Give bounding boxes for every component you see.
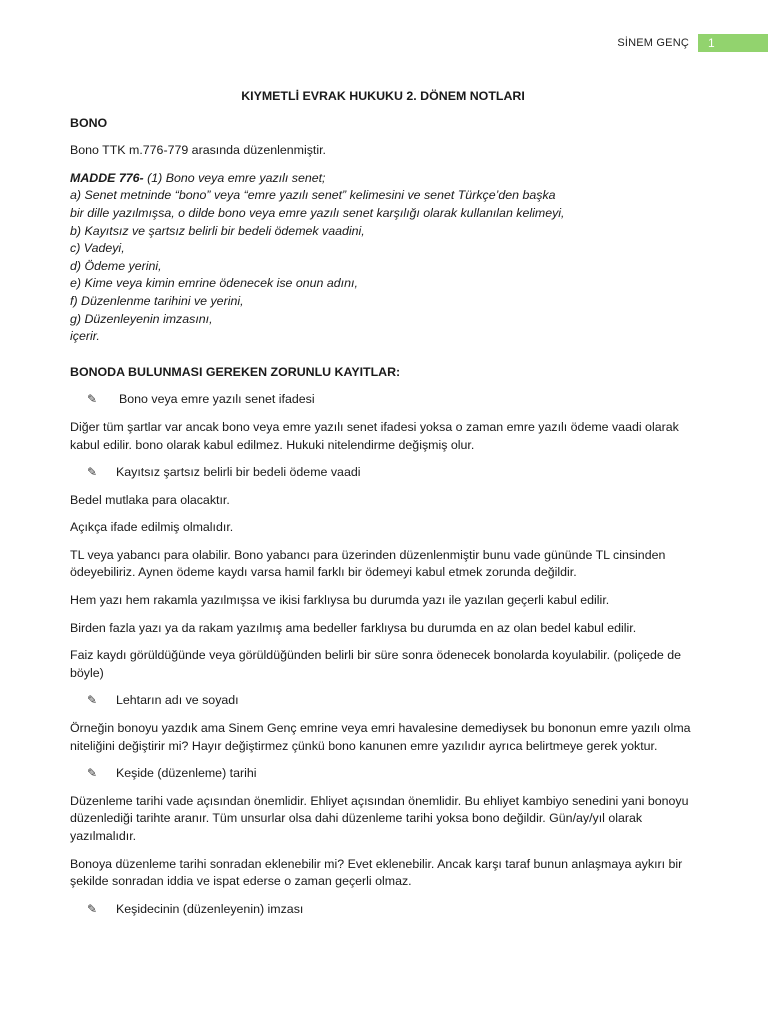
madde-line: c) Vadeyi, — [70, 241, 125, 256]
paragraph: Birden fazla yazı ya da rakam yazılmış ama bedeller farklıysa bu durumda en az olan bedel kabul edilir. — [70, 620, 637, 635]
paragraph: TL veya yabancı para olabilir. Bono yabancı para üzerinden düzenlenmiştir bunu vade gününde TL cinsinden ödeyebiliriz. Aynen ödeme kaydı varsa hamil farklı bir ödemeyi kabul etmek zorunda değildir. — [70, 547, 666, 580]
madde-line: a) Senet metninde “bono” veya “emre yazılı senet” kelimesini ve senet Türkçe’den başka — [70, 188, 556, 203]
intro-paragraph: Bono TTK m.776-779 arasında düzenlenmiştir. — [70, 143, 326, 158]
paragraph: Bedel mutlaka para olacaktır. — [70, 492, 230, 507]
bullet-item — [87, 901, 696, 919]
madde-line: içerir. — [70, 329, 100, 344]
bullet-item — [87, 692, 696, 710]
bullet-text: Lehtarın adı ve soyadı — [116, 693, 239, 708]
pencil-bullet-icon: ✎ — [87, 766, 98, 781]
madde-line: d) Ödeme yerini, — [70, 258, 162, 273]
bullet-text: Keşidecinin (düzenleyenin) imzası — [116, 901, 304, 916]
bullet-item — [87, 464, 696, 482]
madde-line: e) Kime veya kimin emrine ödenecek ise onun adını, — [70, 276, 358, 291]
madde-line: b) Kayıtsız ve şartsız belirli bir bedeli ödemek vaadini, — [70, 223, 365, 238]
madde-lead: MADDE 776- — [70, 170, 144, 185]
paragraph: Açıkça ifade edilmiş olmalıdır. — [70, 520, 234, 535]
section-heading-required: BONODA BULUNMASI GEREKEN ZORUNLU KAYITLAR: — [70, 364, 401, 379]
paragraph: Faiz kaydı görüldüğünde veya görüldüğünden belirli bir süre sonra ödenecek bonolarda koyulabilir. (poliçede de böyle) — [70, 648, 681, 680]
pencil-bullet-icon: ✎ — [87, 392, 98, 407]
paragraph: Örneğin bonoyu yazdık ama Sinem Genç emrine veya emri havalesine demediysek bu bononun emre yazılı olma niteliğini değiştirir mi? Hayır değiştirmez çünkü bono kanunen emre yazılıdır ayrıca belirtmeye gerek yoktur. — [70, 721, 691, 753]
bullet-text: Keşide (düzenleme) tarihi — [116, 766, 257, 781]
author-name: SİNEM GENÇ — [617, 37, 689, 49]
bullet-text: Bono veya emre yazılı senet ifadesi — [119, 392, 315, 407]
madde-line-text: (1) Bono veya emre yazılı senet; — [143, 170, 326, 185]
paragraph: Bonoya düzenleme tarihi sonradan eklenebilir mi? Evet eklenebilir. Ancak karşı taraf bunun anlaşmaya aykırı bir şekilde sonradan iddia ve ispat ederse o zaman geçerli olmaz. — [70, 856, 683, 889]
pencil-bullet-icon: ✎ — [87, 901, 98, 916]
paragraph: Diğer tüm şartlar var ancak bono veya emre yazılı senet ifadesi yoksa o zaman emre yazılı ödeme vaadi olarak kabul edilir. bono olarak kabul edilmez. Hukuki nitelendirme değişmiş olur. — [70, 419, 679, 452]
madde-line — [70, 170, 696, 188]
bullet-item — [87, 765, 696, 783]
madde-line: f) Düzenlenme tarihini ve yerini, — [70, 293, 244, 308]
paragraph: Hem yazı hem rakamla yazılmışsa ve ikisi farklıysa bu durumda yazı ile yazılan geçerli kabul edilir. — [70, 593, 610, 608]
section-heading-bono: BONO — [70, 115, 108, 130]
madde-line: g) Düzenleyenin imzasını, — [70, 311, 213, 326]
page-header — [617, 34, 768, 52]
madde-line: bir dille yazılmışsa, o dilde bono veya emre yazılı senet karşılığı olarak kullanılan kelimeyi, — [70, 205, 565, 220]
paragraph: Düzenleme tarihi vade açısından önemlidir. Ehliyet açısından önemlidir. Bu ehliyet kambiyo senedini yani bonoyu düzenlediği tarihte aranır. Tüm unsurlar olsa dahi düzenleme tarihi yoksa bono değildir. Gün/ay/yıl olarak yazılmalıdır. — [70, 793, 689, 843]
bullet-item — [87, 391, 696, 409]
page-number-badge: 1 — [698, 34, 768, 52]
bullet-text: Kayıtsız şartsız belirli bir bedeli ödeme vaadi — [116, 465, 361, 480]
madde-776-block — [70, 170, 696, 346]
pencil-bullet-icon: ✎ — [87, 465, 98, 480]
pencil-bullet-icon: ✎ — [87, 693, 98, 708]
document-title: KIYMETLİ EVRAK HUKUKU 2. DÖNEM NOTLARI — [241, 89, 525, 103]
document-body — [70, 88, 696, 928]
